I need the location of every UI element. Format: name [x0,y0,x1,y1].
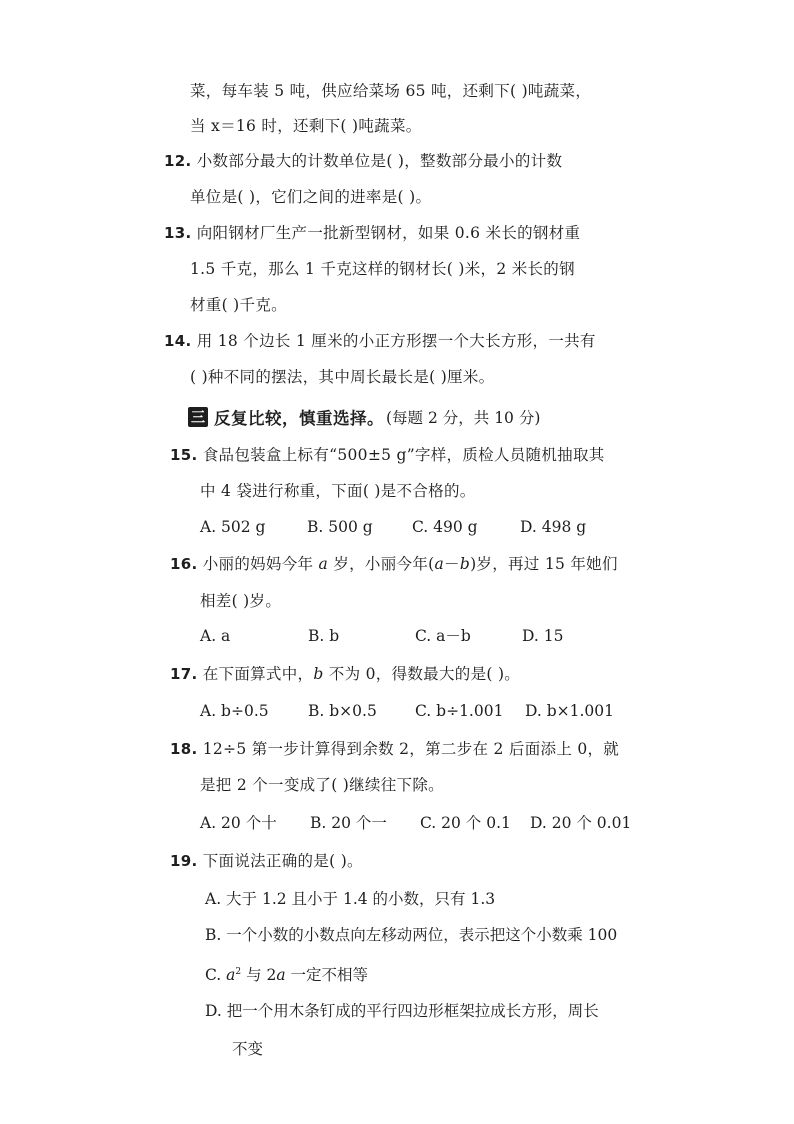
q18-option-b: B. 20 个一 [310,814,387,832]
q19-option-c-exponent: 2 [235,967,242,977]
q19-option-c-label: C. [205,966,227,985]
q18-option-d: D. 20 个 0.01 [530,814,632,832]
q15-number: 15. [170,446,198,464]
q16-var-a: a [318,555,329,573]
q17-text1b: 不为 0，得数最大的是( )。 [323,665,521,683]
q19-option-c-text2: 一定不相等 [285,966,369,985]
q14-text1: 用 18 个边长 1 厘米的小正方形摆一个大长方形，一共有 [196,332,596,350]
q15-text1: 食品包装盒上标有“500±5 g”字样，质检人员随机抽取其 [202,446,605,464]
q13-line3: 材重( )千克。 [190,296,287,314]
q13-number: 13. [164,224,192,242]
q17-option-b: B. b×0.5 [308,702,377,720]
q19-option-d-line2: 不变 [232,1040,264,1058]
q15-option-d: D. 498 g [520,518,587,536]
q14-line2: ( )种不同的摆法，其中周长最长是( )厘米。 [190,368,495,386]
q15-option-b: B. 500 g [307,518,373,536]
q16-text1a: 小丽的妈妈今年 [202,555,319,573]
q18-line2: 是把 2 个一变成了( )继续往下除。 [200,776,444,794]
q17-option-a: A. b÷0.5 [200,702,269,720]
q13-line2: 1.5 千克，那么 1 千克这样的钢材长( )米，2 米长的钢 [190,260,575,278]
q15-option-c: C. 490 g [412,518,478,536]
q16-var-b: b [459,555,471,573]
q19-line1 [170,850,363,872]
q13-line1 [164,222,580,244]
q16-text1d: )岁，再过 15 年她们 [470,555,618,573]
q16-text1c: － [444,555,460,573]
q14-line1 [164,330,596,352]
q19-option-b: B. 一个小数的小数点向左移动两位，表示把这个小数乘 100 [205,926,618,944]
q16-text1b: 岁，小丽今年( [328,555,435,573]
section-three-header [188,404,540,430]
q16-option-d: D. 15 [522,627,564,645]
q19-option-c-var-a2: a [276,966,286,985]
q16-line1 [170,553,618,575]
q16-line2: 相差( )岁。 [200,592,282,610]
q17-var-b: b [313,665,324,683]
q12-number: 12. [164,152,192,170]
q15-line1 [170,444,605,466]
q19-number: 19. [170,852,198,870]
q11-line1: 菜，每车装 5 吨，供应给菜场 65 吨，还剩下( )吨蔬菜， [190,82,592,100]
section-number-badge: 三 [188,407,208,427]
q19-option-c-text1: 与 2 [241,966,277,985]
q16-var-a2: a [434,555,445,573]
q18-option-a: A. 20 个十 [200,814,277,832]
q16-number: 16. [170,555,198,573]
q19-option-c [205,961,368,986]
section-score-note: (每题 2 分，共 10 分) [386,409,541,427]
q18-number: 18. [170,740,198,758]
q15-option-a: A. 502 g [200,518,266,536]
q17-line1 [170,663,520,685]
q19-option-d-line1: D. 把一个用木条钉成的平行四边形框架拉成长方形，周长 [205,1002,599,1020]
q18-option-c: C. 20 个 0.1 [420,814,511,832]
q17-text1a: 在下面算式中， [202,665,314,683]
q12-line1 [164,150,562,172]
q12-text1: 小数部分最大的计数单位是( )，整数部分最小的计数 [196,152,563,170]
q19-option-c-var-a: a [226,966,236,985]
q19-text1: 下面说法正确的是( )。 [202,852,363,870]
q11-line2: 当 x＝16 时，还剩下( )吨蔬菜。 [190,117,422,135]
q18-line1 [170,738,619,760]
q16-option-c: C. a－b [415,627,471,645]
section-title: 反复比较，慎重选择。 [214,409,384,428]
q13-text1: 向阳钢材厂生产一批新型钢材，如果 0.6 米长的钢材重 [196,224,581,242]
q17-number: 17. [170,665,198,683]
q17-option-c: C. b÷1.001 [415,702,504,720]
q15-line2: 中 4 袋进行称重，下面( )是不合格的。 [200,482,476,500]
q18-text1: 12÷5 第一步计算得到余数 2，第二步在 2 后面添上 0，就 [202,740,620,758]
q16-option-b: B. b [308,627,340,645]
q19-option-a: A. 大于 1.2 且小于 1.4 的小数，只有 1.3 [205,890,496,908]
q17-option-d: D. b×1.001 [525,702,615,720]
q12-line2: 单位是( )，它们之间的进率是( )。 [190,188,432,206]
q16-option-a: A. a [200,627,231,645]
q14-number: 14. [164,332,192,350]
